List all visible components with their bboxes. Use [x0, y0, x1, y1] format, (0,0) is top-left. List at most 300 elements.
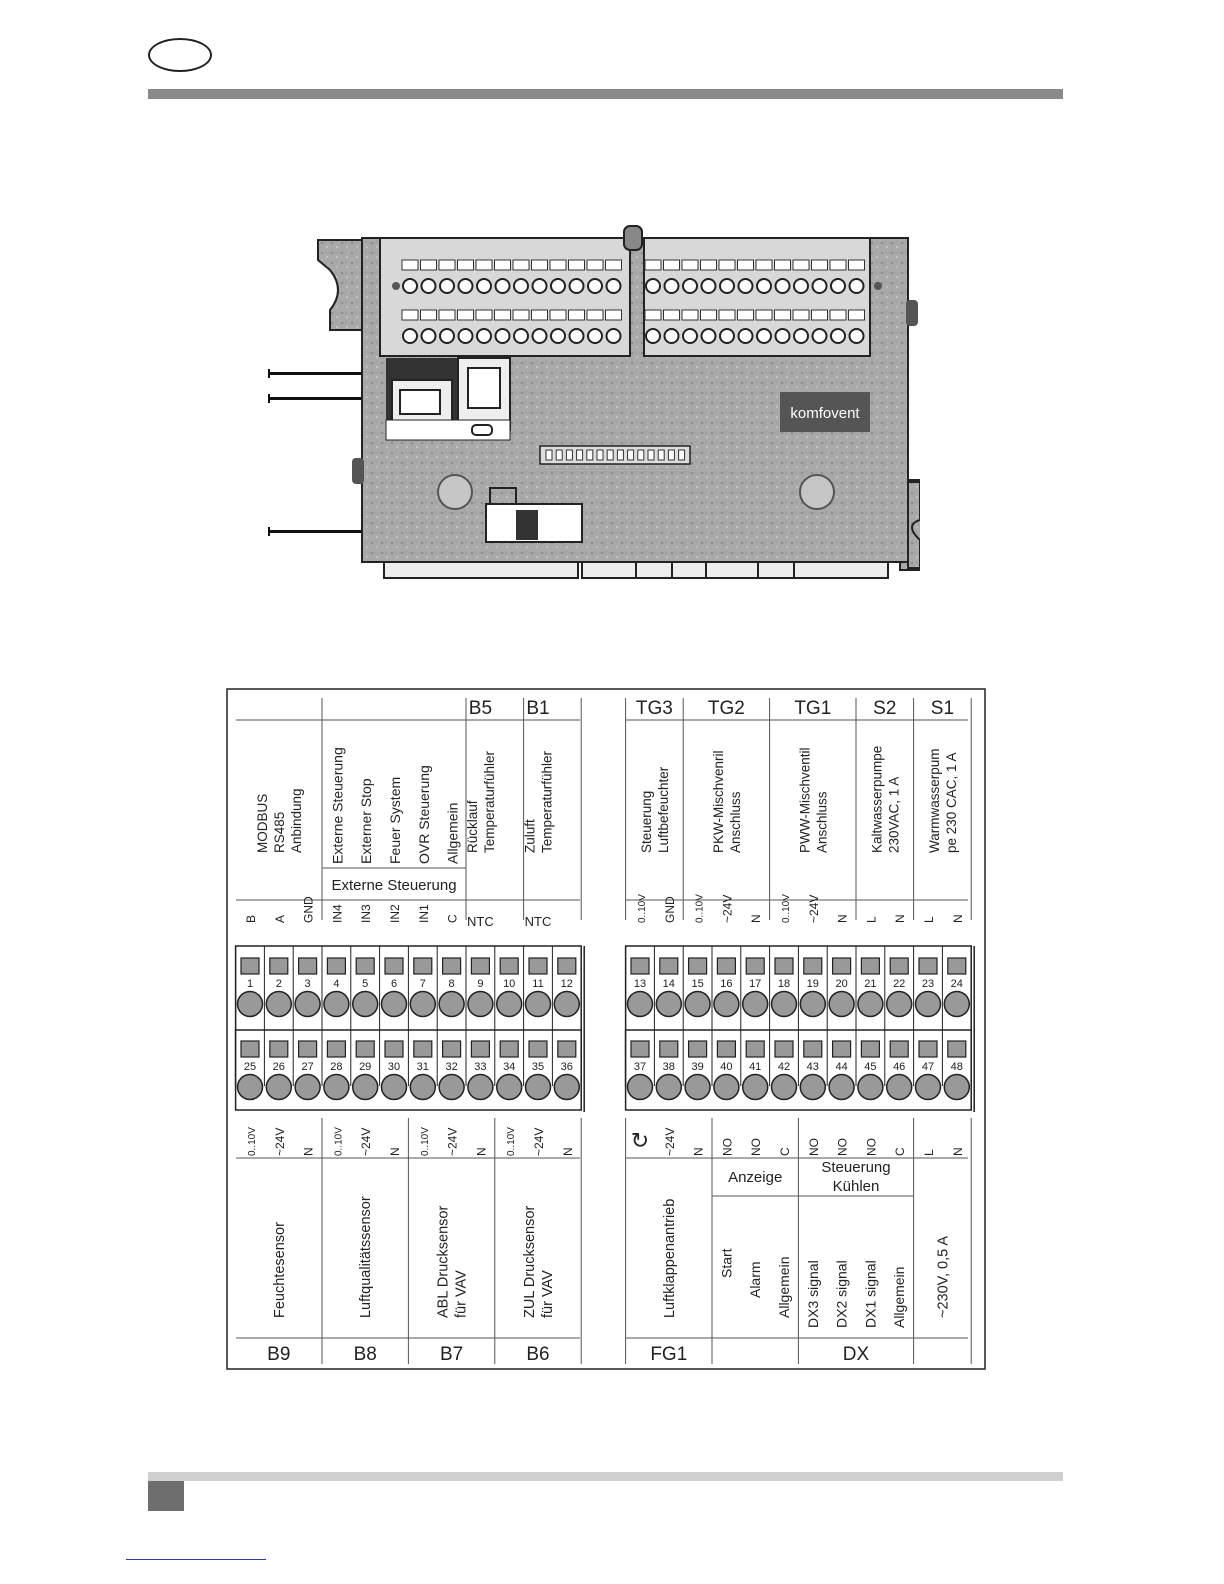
group-description: ~230V, 0,5 A [935, 1235, 952, 1318]
photo-terminal-slot [719, 310, 735, 320]
terminal-slot [443, 1041, 461, 1057]
photo-terminal-screw [551, 329, 565, 343]
led-indicator [638, 450, 644, 460]
terminal-slot [717, 1041, 735, 1057]
terminal-number: 40 [720, 1061, 733, 1073]
photo-terminal-screw [514, 279, 528, 293]
photo-terminal-slot [495, 310, 511, 320]
terminal-number: 45 [864, 1061, 877, 1073]
terminal-slot [833, 1041, 851, 1057]
group-description: ABL Drucksensor [435, 1205, 452, 1318]
photo-terminal-screw [440, 329, 454, 343]
photo-terminal-slot [701, 310, 717, 320]
pin-label: C [893, 1147, 908, 1156]
photo-terminal-slot [606, 260, 622, 270]
terminal-slot [746, 1041, 764, 1057]
photo-terminal-slot [756, 260, 772, 270]
terminal-number: 14 [662, 978, 675, 990]
terminal-slot [385, 958, 403, 974]
group-description: Anschluss [727, 791, 743, 853]
pin-label: A [272, 914, 287, 923]
pin-label: NTC [524, 914, 552, 929]
photo-terminal-screw [496, 279, 510, 293]
terminal-screw [410, 1075, 435, 1100]
photo-terminal-screw [477, 279, 491, 293]
photo-terminal-slot [830, 260, 846, 270]
subgroup-label: Steuerung [821, 1159, 891, 1176]
terminal-slot [861, 958, 879, 974]
terminal-number: 23 [921, 978, 935, 990]
terminal-screw [858, 1075, 883, 1100]
terminal-slot [919, 1041, 937, 1057]
photo-terminal-slot [682, 310, 698, 320]
terminal-slot [529, 958, 547, 974]
terminal-slot [471, 958, 489, 974]
terminal-number: 25 [243, 1061, 257, 1073]
terminal-screw [238, 992, 263, 1017]
photo-terminal-slot [513, 310, 529, 320]
pin-label: N [950, 1147, 965, 1156]
terminal-slot [746, 958, 764, 974]
photo-terminal-screw [422, 329, 436, 343]
led-indicator [658, 450, 664, 460]
terminal-screw [944, 992, 969, 1017]
pin-label: NO [835, 1138, 850, 1156]
terminal-slot [660, 1041, 678, 1057]
photo-terminal-slot [849, 310, 865, 320]
pin-label: NO [864, 1138, 879, 1156]
photo-terminal-screw [757, 329, 771, 343]
group-description: Temperaturfühler [539, 750, 555, 853]
group-description: 230VAC, 1 A [886, 776, 902, 853]
led-indicator [648, 450, 654, 460]
terminal-number: 27 [301, 1061, 314, 1073]
terminal-screw [554, 992, 579, 1017]
terminal-slot [241, 958, 259, 974]
group-description: Alarm [747, 1261, 764, 1298]
terminal-number: 26 [272, 1061, 285, 1073]
photo-terminal-slot [458, 260, 474, 270]
group-description: MODBUS [254, 793, 270, 853]
terminal-screw [295, 992, 320, 1017]
pin-label: 0..10V [333, 1127, 345, 1156]
terminal-screw [497, 992, 522, 1017]
group-label-bottom: B9 [267, 1344, 291, 1365]
terminal-slot [299, 1041, 317, 1057]
photo-terminal-screw [477, 329, 491, 343]
photo-terminal-slot [569, 310, 585, 320]
photo-terminal-screw [533, 329, 547, 343]
led-indicator [617, 450, 623, 460]
terminal-slot [270, 958, 288, 974]
terminal-slot [270, 1041, 288, 1057]
terminal-slot [660, 958, 678, 974]
group-description: PKW-Mischvenril [710, 750, 726, 853]
controller-board-photo [300, 220, 920, 585]
group-description: Allgemein [444, 802, 461, 864]
photo-terminal-slot [738, 310, 754, 320]
group-description: für VAV [453, 1270, 470, 1318]
pin-label: N [749, 914, 764, 923]
terminal-slot [689, 958, 707, 974]
header-rule [148, 89, 1063, 99]
subgroup-label: Externe Steuerung [331, 877, 457, 894]
terminal-number: 31 [416, 1061, 429, 1073]
terminal-screw [772, 1075, 797, 1100]
led-indicator [628, 450, 634, 460]
group-description: Allgemein [891, 1266, 908, 1328]
terminal-number: 17 [749, 978, 762, 990]
terminal-slot [385, 1041, 403, 1057]
terminal-slot [833, 958, 851, 974]
group-label-top: TG3 [635, 698, 673, 719]
group-label-top: S1 [930, 698, 955, 719]
terminal-slot [717, 958, 735, 974]
terminal-number: 11 [532, 978, 544, 990]
photo-terminal-screw [720, 329, 734, 343]
subgroup-label: Kühlen [832, 1178, 880, 1195]
group-description: RS485 [271, 811, 287, 853]
photo-terminal-screw [403, 279, 417, 293]
group-description: Externer Stop [358, 778, 375, 864]
terminal-number: 6 [390, 978, 398, 990]
photo-terminal-slot [849, 260, 865, 270]
pin-label: N [950, 914, 965, 923]
group-description: Steuerung [638, 790, 654, 853]
photo-terminal-screw [646, 329, 660, 343]
group-description: Allgemein [776, 1256, 792, 1318]
terminal-screw [714, 992, 739, 1017]
terminal-slot [414, 1041, 432, 1057]
terminal-slot [471, 1041, 489, 1057]
group-label-bottom: DX [842, 1344, 870, 1365]
photo-terminal-slot [682, 260, 698, 270]
photo-terminal-slot [701, 260, 717, 270]
photo-terminal-screw [739, 279, 753, 293]
brand-label: komfovent [790, 405, 860, 422]
terminal-slot [861, 1041, 879, 1057]
terminal-number: 47 [921, 1061, 935, 1073]
photo-terminal-slot [587, 310, 603, 320]
terminal-number: 7 [419, 978, 426, 990]
terminal-slot [558, 958, 576, 974]
pin-label: N [474, 1147, 489, 1156]
photo-terminal-slot [738, 260, 754, 270]
photo-terminal-screw [459, 329, 473, 343]
photo-terminal-slot [812, 310, 828, 320]
photo-terminal-screw [683, 279, 697, 293]
photo-terminal-slot [587, 260, 603, 270]
led-indicator [607, 450, 613, 460]
group-label-top: B1 [526, 698, 550, 719]
terminal-screw [382, 992, 407, 1017]
terminal-screw [887, 992, 912, 1017]
photo-terminal-screw [440, 279, 454, 293]
terminal-slot [948, 958, 966, 974]
terminal-number: 22 [893, 978, 906, 990]
led-indicator [597, 450, 603, 460]
terminal-slot [558, 1041, 576, 1057]
terminal-slot [327, 1041, 345, 1057]
group-description: Warmwasserpum [926, 748, 942, 853]
photo-terminal-slot [532, 260, 548, 270]
group-label-bottom: FG1 [650, 1344, 688, 1365]
terminal-number: 10 [503, 978, 516, 990]
terminal-screw [887, 1075, 912, 1100]
terminal-screw [554, 1075, 579, 1100]
pin-label: IN4 [330, 904, 345, 923]
terminal-slot [631, 1041, 649, 1057]
led-indicator [668, 450, 674, 460]
terminal-screw [410, 992, 435, 1017]
terminal-number: 33 [474, 1061, 487, 1073]
pin-label: N [835, 914, 850, 923]
pin-label: C [778, 1147, 792, 1156]
pin-label: B [244, 914, 258, 923]
photo-terminal-slot [719, 260, 735, 270]
led-indicator [577, 450, 583, 460]
photo-terminal-slot [402, 260, 418, 270]
terminal-screw [772, 992, 797, 1017]
terminal-slot [356, 958, 374, 974]
photo-terminal-slot [793, 260, 809, 270]
photo-terminal-screw [607, 279, 621, 293]
group-description: Feuer System [387, 776, 403, 864]
photo-terminal-screw [459, 279, 473, 293]
terminal-number: 28 [330, 1061, 343, 1073]
photo-terminal-screw [588, 279, 602, 293]
terminal-slot [241, 1041, 259, 1057]
group-label-bottom: B6 [526, 1344, 550, 1365]
pin-label: N [388, 1147, 402, 1156]
photo-terminal-screw [794, 329, 808, 343]
photo-terminal-screw [403, 329, 417, 343]
terminal-number: 16 [720, 978, 733, 990]
terminal-slot [443, 958, 461, 974]
terminal-number: 42 [777, 1061, 791, 1073]
led-indicator [566, 450, 572, 460]
pin-label: 0..10V [419, 1127, 431, 1156]
photo-terminal-slot [532, 310, 548, 320]
photo-terminal-screw [850, 279, 864, 293]
terminal-number: 20 [835, 978, 848, 990]
terminal-slot [299, 958, 317, 974]
photo-terminal-slot [645, 260, 661, 270]
photo-terminal-screw [776, 279, 790, 293]
wiring-diagram [226, 688, 986, 1370]
terminal-slot [890, 958, 908, 974]
terminal-screw [800, 992, 825, 1017]
pin-label: ~24V [806, 894, 821, 923]
terminal-screw [743, 1075, 768, 1100]
photo-terminal-slot [402, 310, 418, 320]
group-description: Start [718, 1248, 735, 1278]
terminal-number: 8 [448, 978, 455, 990]
group-description: Anbindung [288, 788, 304, 853]
pin-label: ↻ [630, 1128, 650, 1153]
photo-terminal-slot [812, 260, 828, 270]
photo-terminal-slot [439, 310, 455, 320]
pin-label: IN1 [416, 904, 431, 923]
photo-terminal-slot [775, 310, 791, 320]
terminal-number: 1 [246, 978, 254, 990]
photo-terminal-slot [569, 260, 585, 270]
terminal-number: 21 [864, 978, 877, 990]
group-description: DX3 signal [804, 1260, 821, 1328]
group-label-top: TG2 [707, 698, 745, 719]
photo-terminal-screw [831, 279, 845, 293]
terminal-number: 34 [503, 1061, 516, 1073]
group-label-top: B5 [468, 698, 493, 719]
terminal-number: 30 [387, 1061, 401, 1073]
led-indicator [556, 450, 562, 460]
photo-mount-hole [392, 282, 400, 290]
pin-label: L [922, 1149, 936, 1156]
terminal-number: 38 [662, 1061, 675, 1073]
pin-label: ~24V [445, 1127, 460, 1156]
pin-label: ~24V [662, 1127, 677, 1156]
photo-terminal-screw [702, 279, 716, 293]
terminal-slot [689, 1041, 707, 1057]
group-label-bottom: B8 [353, 1344, 377, 1365]
photo-terminal-screw [794, 279, 808, 293]
photo-terminal-slot [421, 310, 437, 320]
photo-terminal-screw [831, 329, 845, 343]
photo-terminal-slot [513, 260, 529, 270]
photo-terminal-screw [720, 279, 734, 293]
terminal-number: 19 [806, 978, 819, 990]
terminal-slot [919, 958, 937, 974]
footer-rule [148, 1472, 1063, 1481]
group-description: Kaltwasserpumpe [869, 745, 885, 853]
photo-terminal-slot [756, 310, 772, 320]
photo-terminal-screw [757, 279, 771, 293]
terminal-screw [916, 992, 941, 1017]
pin-label: 0..10V [637, 894, 648, 923]
photo-terminal-screw [813, 329, 827, 343]
pin-label: N [560, 1147, 575, 1156]
photo-terminal-screw [776, 329, 790, 343]
photo-terminal-slot [458, 310, 474, 320]
terminal-screw [468, 992, 493, 1017]
group-description: Rücklauf [464, 800, 480, 853]
terminal-number: 29 [359, 1061, 372, 1073]
group-label-bottom: B7 [439, 1344, 464, 1365]
group-description: DX2 signal [833, 1260, 850, 1328]
terminal-number: 13 [633, 978, 647, 990]
led-indicator [546, 450, 552, 460]
footer-link-underline [126, 1559, 266, 1560]
photo-terminal-screw [850, 329, 864, 343]
terminal-screw [916, 1075, 941, 1100]
group-description: für VAV [540, 1270, 556, 1318]
photo-terminal-slot [830, 310, 846, 320]
terminal-number: 32 [445, 1061, 458, 1073]
group-description: OVR Steuerung [415, 765, 432, 864]
photo-terminal-screw [570, 329, 584, 343]
terminal-number: 36 [560, 1061, 573, 1073]
photo-terminal-screw [551, 279, 565, 293]
terminal-slot [804, 958, 822, 974]
photo-terminal-slot [793, 310, 809, 320]
pin-label: GND [301, 896, 316, 923]
group-description: DX1 signal [862, 1260, 879, 1328]
subgroup-label: Anzeige [728, 1169, 783, 1186]
terminal-number: 3 [304, 978, 311, 990]
terminal-slot [775, 1041, 793, 1057]
group-description: Feuchtesensor [271, 1222, 288, 1318]
pin-label: L [864, 916, 879, 923]
group-label-top: S2 [873, 698, 897, 719]
terminal-screw [324, 992, 349, 1017]
pin-label: 0..10V [247, 1127, 258, 1156]
pin-label: IN3 [359, 904, 374, 923]
led-indicator [679, 450, 685, 460]
led-indicator [587, 450, 593, 460]
terminal-number: 39 [691, 1061, 704, 1073]
photo-mount-hole [874, 282, 882, 290]
terminal-screw [829, 1075, 854, 1100]
group-description: Luftklappenantrieb [661, 1198, 678, 1318]
pin-label: 0..10V [506, 1127, 518, 1156]
photo-terminal-slot [550, 310, 566, 320]
group-description: Zuluft [522, 819, 538, 853]
photo-terminal-screw [514, 329, 528, 343]
pin-label: NO [749, 1138, 764, 1156]
terminal-number: 4 [333, 978, 340, 990]
terminal-screw [382, 1075, 407, 1100]
terminal-screw [858, 992, 883, 1017]
terminal-slot [414, 958, 432, 974]
terminal-screw [685, 992, 710, 1017]
terminal-slot [804, 1041, 822, 1057]
page-number-box [148, 1481, 184, 1511]
terminal-number: 43 [806, 1061, 819, 1073]
photo-terminal-screw [588, 329, 602, 343]
terminal-screw [266, 992, 291, 1017]
pin-label: ~24V [359, 1127, 374, 1156]
terminal-number: 9 [477, 978, 484, 990]
photo-terminal-slot [775, 260, 791, 270]
group-description: Luftbefeuchter [655, 766, 671, 853]
group-description: PWW-Mischventil [797, 747, 813, 853]
pin-label: ~24V [720, 894, 735, 923]
terminal-number: 35 [531, 1061, 545, 1073]
pin-label: NTC [467, 914, 494, 929]
terminal-number: 2 [275, 978, 282, 990]
group-description: pe 230 CAC, 1 A [943, 752, 959, 853]
terminal-number: 5 [362, 978, 369, 990]
photo-terminal-screw [665, 329, 679, 343]
pin-label: L [922, 916, 936, 923]
photo-terminal-screw [665, 279, 679, 293]
terminal-screw [238, 1075, 263, 1100]
pin-label: GND [662, 896, 677, 923]
terminal-number: 15 [691, 978, 704, 990]
terminal-screw [526, 992, 551, 1017]
terminal-screw [439, 1075, 464, 1100]
photo-terminal-slot [550, 260, 566, 270]
group-label-top: TG1 [794, 698, 832, 719]
group-description: Temperaturfühler [481, 750, 497, 853]
terminal-number: 18 [777, 978, 791, 990]
terminal-screw [944, 1075, 969, 1100]
photo-terminal-screw [570, 279, 584, 293]
terminal-number: 37 [633, 1061, 647, 1073]
terminal-number: 24 [950, 978, 963, 990]
pin-label: 0..10V [694, 894, 706, 923]
terminal-number: 41 [749, 1061, 762, 1073]
